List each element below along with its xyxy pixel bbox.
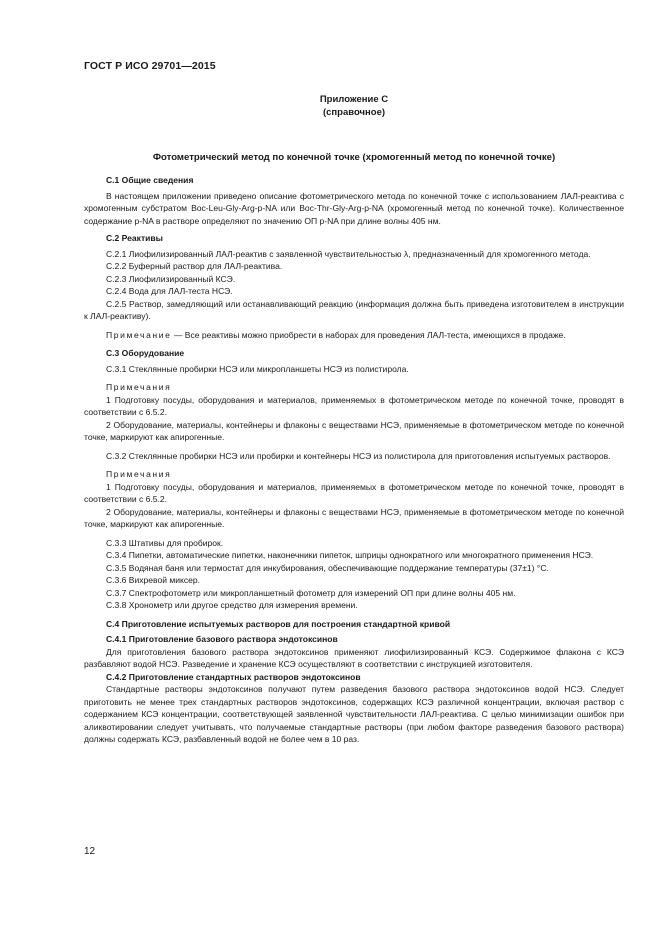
notes-label-2: Примечания	[106, 469, 172, 479]
item-c2-4: С.2.4 Вода для ЛАЛ-теста НСЭ.	[106, 286, 233, 296]
subsection-heading-c4-1: С.4.1 Приготовление базового раствора эндотоксинов	[106, 634, 338, 644]
item-c3-5: С.3.5 Водяная баня или термостат для инкубирования, обеспечивающие поддержание температуры (37±1) °С.	[106, 562, 549, 573]
item-c2-5: С.2.5 Раствор, замедляющий или останавливающий реакцию (информация должна быть приведена изготовителем в инструкции к ЛАЛ-реактиву).	[84, 298, 624, 321]
standard-header: ГОСТ Р ИСО 29701—2015	[84, 60, 216, 72]
page-number: 12	[84, 846, 96, 857]
paragraph-c4-1: Для приготовления базового раствора эндотоксинов применяют лиофилизированный КСЭ. Содержимое флакона с КСЭ разбавляют водой НСЭ. Разведение и хранение КСЭ осуществляют в соответствии с инструкцией изготовителя.	[84, 646, 624, 669]
notes-label-1: Примечания	[106, 382, 172, 392]
item-c3-1: С.3.1 Стеклянные пробирки НСЭ или микропланшеты НСЭ из полистирола.	[106, 363, 409, 374]
note-c3-2-1: 1 Подготовку посуды, оборудования и материалов, применяемых в фотометрическом методе по конечной точке, проводят в соответствии с 6.5.2.	[84, 481, 624, 504]
note-c3-1-2: 2 Оборудование, материалы, контейнеры и флаконы с веществами НСЭ, применяемые в фотометрическом методе по конечной точке, маркируют как апирогенные.	[84, 419, 624, 442]
section-heading-c2: С.2 Реактивы	[106, 233, 163, 243]
item-c3-7: С.3.7 Спектрофотометр или микропланшетный фотометр для измерений ОП при длине волны 405 нм.	[106, 587, 516, 598]
paragraph-c1: В настоящем приложении приведено описание фотометрического метода по конечной точке с использованием ЛАЛ-реактива с хромогенным субстратом Boc-Leu-Gly-Arg-p-NA или Boc-Thr-Gly-Arg-p-NA (хромогенный метод по конечной точке). Количественное содержание p-NA в растворе определяют по значению ОП p-NA при длине волны 405 нм.	[84, 190, 624, 226]
section-heading-c3: С.3 Оборудование	[106, 348, 185, 358]
note-c2	[84, 329, 624, 342]
item-c3-4: С.3.4 Пипетки, автоматические пипетки, наконечники пипеток, шприцы однократного или многократного применения НСЭ.	[106, 550, 594, 560]
note-c3-1-1: 1 Подготовку посуды, оборудования и материалов, применяемых в фотометрическом методе по конечной точке, проводят в соответствии с 6.5.2.	[84, 394, 624, 417]
note-text: — Все реактивы можно приобрести в наборах для проведения ЛАЛ-теста, имеющихся в продаже.	[171, 329, 566, 340]
appendix-subtitle: (справочное)	[322, 107, 386, 118]
note-label: Примечание	[106, 329, 172, 340]
appendix-heading	[84, 93, 624, 119]
item-c3-8: С.3.8 Хронометр или другое средство для измерения времени.	[106, 600, 358, 610]
item-c3-6: С.3.6 Вихревой миксер.	[106, 575, 201, 585]
item-c2-1: С.2.1 Лиофилизированный ЛАЛ-реактив с заявленной чувствительностью λ, предназначенный для хромогенного метода.	[106, 248, 591, 259]
section-heading-c1: С.1 Общие сведения	[106, 175, 194, 185]
document-body	[84, 174, 624, 746]
section-heading-c4: С.4 Приготовление испытуемых растворов для построения стандартной кривой	[106, 618, 451, 629]
appendix-title: Приложение С	[319, 94, 389, 105]
main-title: Фотометрический метод по конечной точке (хромогенный метод по конечной точке)	[152, 152, 556, 163]
subsection-heading-c4-2: С.4.2 Приготовление стандартных растворов эндотоксинов	[106, 671, 361, 682]
item-c2-3: С.2.3 Лиофилизированный КСЭ.	[106, 273, 236, 284]
paragraph-c4-2: Стандартные растворы эндотоксинов получают путем разведения базового раствора эндотоксинов водой НСЭ. Следует приготовить не менее трех стандартных растворов эндотоксинов, содержащих КСЭ различной концентрации, включая раствор с содержанием КСЭ концентрации, соответствующей заявленной чувствительности ЛАЛ-реактива. С целью минимизации ошибок при аликвотировании следует учитывать, что получаемые стандартные растворы (при любом факторе разведения базового раствора) должны содержать КСЭ, разбавленный водой не более чем в 10 раз.	[84, 684, 624, 744]
item-c3-3: С.3.3 Штативы для пробирок.	[106, 537, 224, 548]
note-c3-2-2: 2 Оборудование, материалы, контейнеры и флаконы с веществами НСЭ, применяемые в фотометрическом методе по конечной точке, маркируют как апирогенные.	[84, 506, 624, 529]
item-c2-2: С.2.2 Буферный раствор для ЛАЛ-реактива.	[106, 261, 283, 271]
item-c3-2: С.3.2 Стеклянные пробирки НСЭ или пробирки и контейнеры НСЭ из полистирола для приготовления испытуемых растворов.	[106, 450, 611, 461]
